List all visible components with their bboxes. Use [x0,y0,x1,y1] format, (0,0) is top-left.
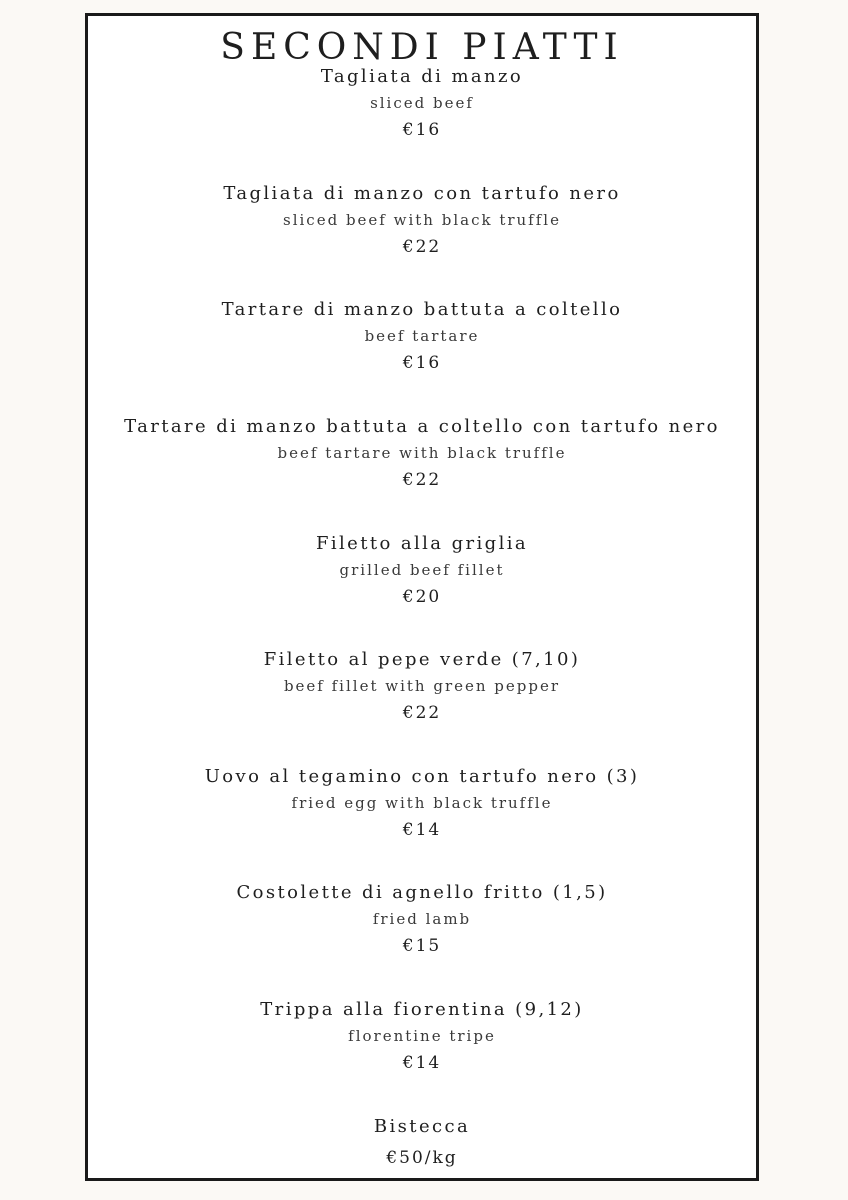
dish-price: €16 [402,353,442,373]
dish-description: beef fillet with green pepper [283,677,561,695]
menu-item [88,416,756,490]
menu-item [88,649,756,723]
dish-name: Filetto al pepe verde (7,10) [263,649,581,670]
dish-price: €22 [402,703,442,723]
dish-price: €50/kg [386,1148,458,1168]
dish-price: €14 [402,1053,442,1073]
dish-description: fried egg with black truffle [291,794,553,812]
dish-description: florentine tripe [348,1027,496,1045]
dish-description: grilled beef fillet [339,561,505,579]
dish-name: Filetto alla griglia [315,533,529,554]
dish-name: Costolette di agnello fritto (1,5) [236,882,608,903]
dish-description: sliced beef with black truffle [283,211,561,229]
dish-price: €20 [402,587,442,607]
dish-name: Bistecca [373,1116,471,1137]
dish-description: fried lamb [372,910,472,928]
menu-item [88,882,756,956]
dish-name: Tagliata di manzo [320,66,524,87]
dish-price: €16 [402,120,442,140]
menu-item [88,183,756,257]
dish-price: €22 [402,237,442,257]
dish-name: Tagliata di manzo con tartufo nero [223,183,621,204]
dish-price: €14 [402,820,442,840]
menu-item [88,1116,756,1168]
dish-name: Trippa alla fiorentina (9,12) [260,999,584,1020]
dish-name: Uovo al tegamino con tartufo nero (3) [204,766,640,787]
menu-item [88,533,756,607]
menu-title: SECONDI PIATTI [220,27,624,68]
dish-description: beef tartare [364,327,480,345]
menu-page-frame [85,13,759,1181]
dish-name: Tartare di manzo battuta a coltello con tartufo nero [124,416,720,437]
menu-item [88,66,756,140]
menu-item [88,299,756,373]
dish-name: Tartare di manzo battuta a coltello [221,299,623,320]
menu-item [88,766,756,840]
menu-item [88,999,756,1073]
dish-price: €22 [402,470,442,490]
dish-price: €15 [402,936,442,956]
dish-description: beef tartare with black truffle [277,444,567,462]
dish-description: sliced beef [370,94,474,112]
